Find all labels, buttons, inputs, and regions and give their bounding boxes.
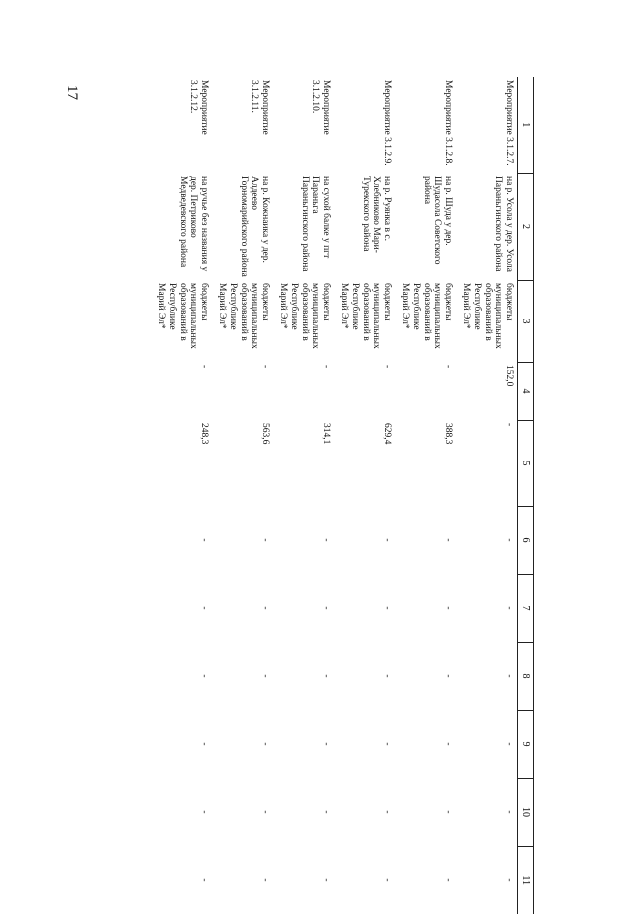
value-cell: - <box>321 742 331 746</box>
value-cell: - <box>504 878 514 882</box>
object-cell: на ручье без названия у дер. Петриково Медведевского района <box>177 176 209 272</box>
value-cell: 629,4 <box>382 423 392 445</box>
source-cell: бюджеты муниципальных образований в Республике Марий Эл* <box>400 283 453 349</box>
table-row <box>273 77 334 914</box>
value-cell: - <box>321 538 331 542</box>
value-cell: - <box>260 742 270 746</box>
table-row <box>212 77 273 914</box>
header-cell: 4 <box>518 362 534 420</box>
value-cell: - <box>260 810 270 814</box>
value-cell: - <box>443 538 453 542</box>
value-cell: - <box>321 878 331 882</box>
header-cell: 5 <box>518 420 534 506</box>
header-cell: 11 <box>518 846 534 914</box>
value-cell: - <box>199 674 209 678</box>
value-cell: - <box>382 606 392 610</box>
event-cell: Мероприятие 3.1.2.10. <box>310 80 331 135</box>
value-cell: - <box>382 742 392 746</box>
value-cell: - <box>260 878 270 882</box>
value-cell: - <box>199 742 209 746</box>
value-cell: - <box>321 365 331 369</box>
object-cell: на р. Усола у дер. Усола Параньгинского района <box>493 176 514 272</box>
value-cell: - <box>504 742 514 746</box>
value-cell: - <box>443 878 453 882</box>
header-cell: 3 <box>518 280 534 362</box>
table-row <box>151 77 212 914</box>
value-cell: 563,6 <box>260 423 270 445</box>
value-cell: - <box>504 810 514 814</box>
value-cell: - <box>260 674 270 678</box>
program-table <box>151 77 534 914</box>
value-cell: - <box>382 878 392 882</box>
rotated-table-container <box>104 77 534 886</box>
value-cell: 388,3 <box>443 423 453 445</box>
header-cell: 10 <box>518 778 534 846</box>
value-cell: - <box>504 423 514 427</box>
value-cell: - <box>321 674 331 678</box>
event-cell: Мероприятие 3.1.2.11. <box>249 80 270 135</box>
object-cell: на р. Кожнаика у дер. Алдеево Горномарийского района <box>238 176 270 277</box>
header-cell: 7 <box>518 574 534 642</box>
value-cell: 248,3 <box>199 423 209 445</box>
value-cell: 152,0 <box>504 365 514 387</box>
value-cell: - <box>382 674 392 678</box>
header-cell: 8 <box>518 642 534 710</box>
table-header-row <box>518 77 534 914</box>
table-row <box>334 77 395 914</box>
object-cell: на сухой балке у пгт Параньга Параньгинского района <box>299 176 331 272</box>
value-cell: - <box>504 538 514 542</box>
object-cell: на р. Руянка в с. Хлебниково Мари-Турекского района <box>360 176 392 253</box>
table-row <box>456 77 518 914</box>
source-cell: бюджеты муниципальных образований в Республике Марий Эл* <box>156 283 209 349</box>
event-cell: Мероприятие 3.1.2.12. <box>188 80 209 135</box>
table-row <box>395 77 456 914</box>
value-cell: - <box>260 538 270 542</box>
source-cell: бюджеты муниципальных образований в Республике Марий Эл* <box>278 283 331 349</box>
value-cell: - <box>382 365 392 369</box>
page-number: 17 <box>64 85 80 100</box>
source-cell: бюджеты муниципальных образований в Республике Марий Эл* <box>461 283 514 349</box>
value-cell: - <box>321 810 331 814</box>
value-cell: - <box>443 674 453 678</box>
object-cell: на р. Шуда у дер. Шудасола Советского района <box>421 176 453 265</box>
value-cell: - <box>260 365 270 369</box>
value-cell: - <box>382 538 392 542</box>
value-cell: - <box>443 810 453 814</box>
value-cell: - <box>504 674 514 678</box>
value-cell: - <box>443 742 453 746</box>
header-cell: 6 <box>518 506 534 574</box>
value-cell: - <box>199 810 209 814</box>
source-cell: бюджеты муниципальных образований в Республике Марий Эл* <box>217 283 270 349</box>
event-cell: Мероприятие 3.1.2.7. <box>504 80 514 166</box>
value-cell: 314,1 <box>321 423 331 445</box>
value-cell: - <box>199 878 209 882</box>
source-cell: бюджеты муниципальных образований в Республике Марий Эл* <box>339 283 392 349</box>
value-cell: - <box>199 538 209 542</box>
value-cell: - <box>199 365 209 369</box>
event-cell: Мероприятие 3.1.2.9. <box>382 80 392 166</box>
value-cell: - <box>443 365 453 369</box>
value-cell: - <box>260 606 270 610</box>
value-cell: - <box>199 606 209 610</box>
value-cell: - <box>382 810 392 814</box>
value-cell: - <box>443 606 453 610</box>
value-cell: - <box>321 606 331 610</box>
header-cell: 2 <box>518 173 534 280</box>
header-cell: 9 <box>518 710 534 778</box>
value-cell: - <box>504 606 514 610</box>
header-cell: 1 <box>518 77 534 173</box>
event-cell: Мероприятие 3.1.2.8. <box>443 80 453 166</box>
